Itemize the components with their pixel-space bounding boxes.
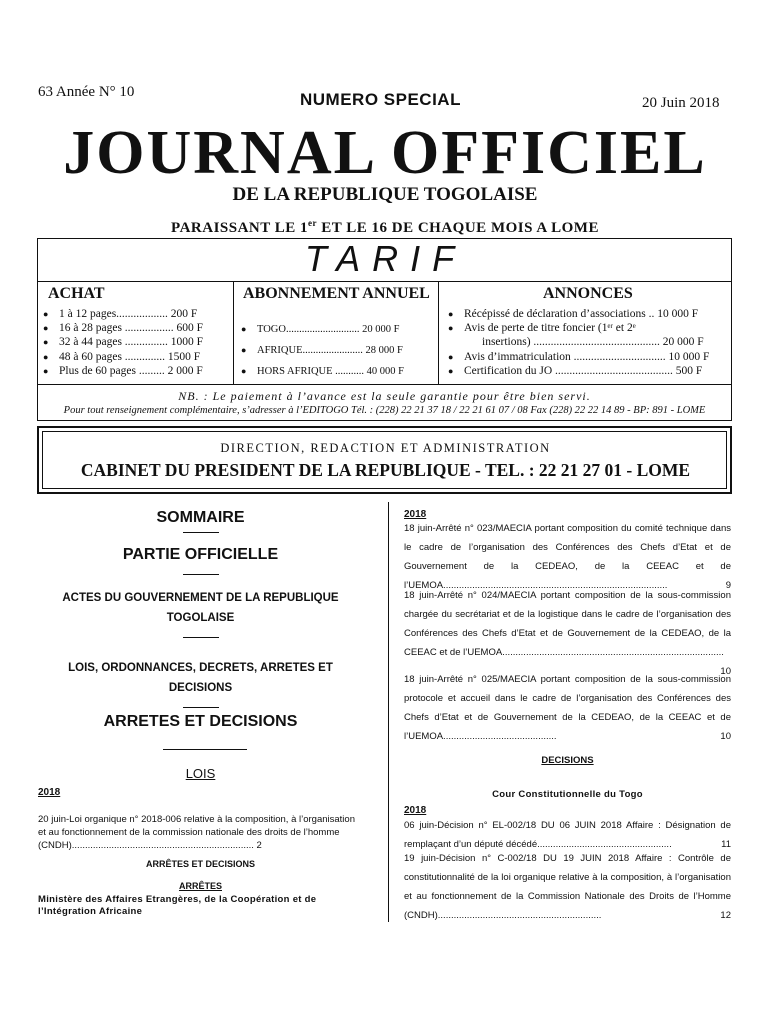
direction-label: DIRECTION, REDACTION ET ADMINISTRATION — [220, 441, 551, 455]
frequency-sup: er — [308, 218, 318, 228]
page-number: 9 — [725, 580, 731, 591]
entry-text: 18 juin-Arrêté n° 024/MAECIA portant composition de la sous-commission chargée du secrétariat et de la logistique dans le cadre de l’organisation des Conférences des Chefs d’Etat et de Gouvernement de la CEDEAO, de la CEEAC et de l’UEMOA.................................................................................... — [404, 590, 731, 658]
list-item: ● Récépissé de déclaration d’associations .. 10 000 F — [448, 307, 709, 321]
payment-note: NB. : Le paiement à l’avance est la seule garantie pour être bien servi. — [178, 389, 591, 403]
divider — [183, 707, 219, 708]
divider — [163, 749, 247, 750]
issue-date: 20 Juin 2018 — [642, 95, 720, 111]
divider — [183, 574, 219, 575]
column-divider — [233, 282, 234, 384]
list-item: ● Avis d’immatriculation ................................ 10 000 F — [448, 350, 709, 364]
list-item: ● 48 à 60 pages .............. 1500 F — [43, 350, 203, 364]
list-item: ● TOGO............................ 20 000 F — [241, 319, 404, 340]
page-number: 10 — [720, 731, 731, 742]
arretes-subheading: ARRÊTES — [178, 881, 222, 891]
page-number: 10 — [720, 666, 731, 677]
arretes-decisions-heading: ARRETES ET DECISIONS — [103, 713, 298, 730]
ministry-heading: Ministère des Affaires Etrangères, de la Coopération et de l’Intégration Africaine — [38, 894, 317, 917]
journal-subtitle: DE LA REPUBLIQUE TOGOLAISE — [232, 184, 538, 205]
entry-text: 19 juin-Décision n° C-002/18 DU 19 JUIN 2018 Affaire : Contrôle de constitutionnalité de la loi organique relative à la composition, à l’organisation et au fonctionnement de la Commission Nationale des Droits de l’Homme (CNDH).............................................................. — [404, 853, 731, 921]
year-label: 2018 — [404, 805, 427, 816]
tarif-columns — [38, 281, 731, 385]
list-item: ● 16 à 28 pages ................. 600 F — [43, 321, 203, 335]
list-item-text: Avis de perte de titre foncier (1ᵉʳ et 2ᵉ — [464, 322, 636, 335]
lois-heading: LOIS — [185, 766, 216, 781]
tarif-title: TARIF — [304, 238, 467, 279]
divider — [183, 532, 219, 533]
decision-entry — [404, 849, 731, 925]
cour-constitutionnelle-heading: Cour Constitutionnelle du Togo — [492, 789, 643, 800]
direction-inner — [42, 431, 727, 489]
list-item: ● AFRIQUE....................... 28 000 F — [241, 340, 404, 361]
frequency-part1: PARAISSANT LE 1 — [171, 220, 309, 236]
direction-box — [37, 426, 732, 494]
page-number: 2 — [256, 839, 262, 851]
achat-heading: ACHAT — [48, 285, 105, 302]
list-item: ● 32 à 44 pages ............... 1000 F — [43, 335, 203, 349]
publication-frequency — [0, 218, 770, 237]
entry-text: 18 juin-Arrêté n° 025/MAECIA portant composition de la sous-commission protocole et accueil dans le cadre de l’organisation des Conférences des Chefs d’Etat et de Gouvernement de la CEDEAO, de la CEEAC et de l’UEMOA........................................... — [404, 674, 731, 742]
arrete-entry — [404, 586, 731, 681]
entry-text: 20 juin-Loi organique n° 2018-006 relative à la composition, à l’organisation et au fonctionnement de la commission nationale des droits de l’homme (CNDH)..................................................................... — [38, 814, 355, 851]
entry-text: 06 juin-Décision n° EL-002/18 DU 06 JUIN 2018 Affaire : Désignation de remplaçant d’un député décédé................................................... — [404, 820, 731, 850]
achat-list — [43, 307, 203, 378]
annonces-list — [448, 307, 709, 378]
lois-ordonnances-heading: LOIS, ORDONNANCES, DECRETS, ARRETES ET DECISIONS — [68, 662, 333, 694]
arretes-decisions-subheading: ARRÊTES ET DECISIONS — [145, 859, 255, 869]
abonnement-heading: ABONNEMENT ANNUEL — [243, 285, 430, 302]
list-item-continuation: insertions) ............................................ 20 000 F — [482, 336, 704, 349]
annonces-heading: ANNONCES — [543, 285, 633, 302]
page-number: 12 — [720, 910, 731, 921]
edition-label: NUMERO SPECIAL — [300, 90, 461, 109]
year-label: 2018 — [404, 509, 427, 520]
list-item: ● Plus de 60 pages ......... 2 000 F — [43, 364, 203, 378]
partie-officielle-heading: PARTIE OFFICIELLE — [122, 546, 279, 563]
loi-entry — [38, 814, 363, 852]
cabinet-line: CABINET DU PRESIDENT DE LA REPUBLIQUE - TEL. : 22 21 27 01 - LOME — [80, 460, 691, 480]
page-number: 11 — [721, 839, 731, 850]
entry-text: 18 juin-Arrêté n° 023/MAECIA portant composition du comité technique dans le cadre de l’organisation des Conférences des Chefs d’Etat et de Gouvernement de la CEDEAO, de la CEEAC et de l’UEMOA..................................................................................... — [404, 523, 731, 591]
list-item: ● HORS AFRIQUE ........... 40 000 F — [241, 361, 404, 382]
issue-number: 63 Année N° 10 — [38, 84, 135, 100]
contact-info: Pour tout renseignement complémentaire, s’adresser à l’EDITOGO Tél. : (228) 22 21 37 18 / 22 21 61 07 / 08 Fax (228) 22 22 14 89 - BP: 891 - LOME — [63, 405, 706, 416]
year-label: 2018 — [38, 787, 61, 798]
list-item: ● 1 à 12 pages.................. 200 F — [43, 307, 203, 321]
arrete-entry — [404, 519, 731, 595]
arrete-entry — [404, 670, 731, 746]
abonnement-list — [241, 319, 404, 382]
journal-title: JOURNAL OFFICIEL — [63, 119, 707, 187]
sommaire-title: SOMMAIRE — [156, 509, 245, 526]
list-item — [448, 321, 709, 349]
actes-heading: ACTES DU GOUVERNEMENT DE LA REPUBLIQUE TOGOLAISE — [62, 592, 339, 624]
column-divider — [438, 282, 439, 384]
frequency-part2: ET LE 16 DE CHAQUE MOIS A LOME — [317, 220, 599, 236]
tarif-box — [37, 238, 732, 421]
list-item: ● Certification du JO ......................................... 500 F — [448, 364, 709, 378]
divider — [183, 637, 219, 638]
decisions-heading: DECISIONS — [541, 755, 594, 766]
column-divider — [388, 502, 389, 922]
